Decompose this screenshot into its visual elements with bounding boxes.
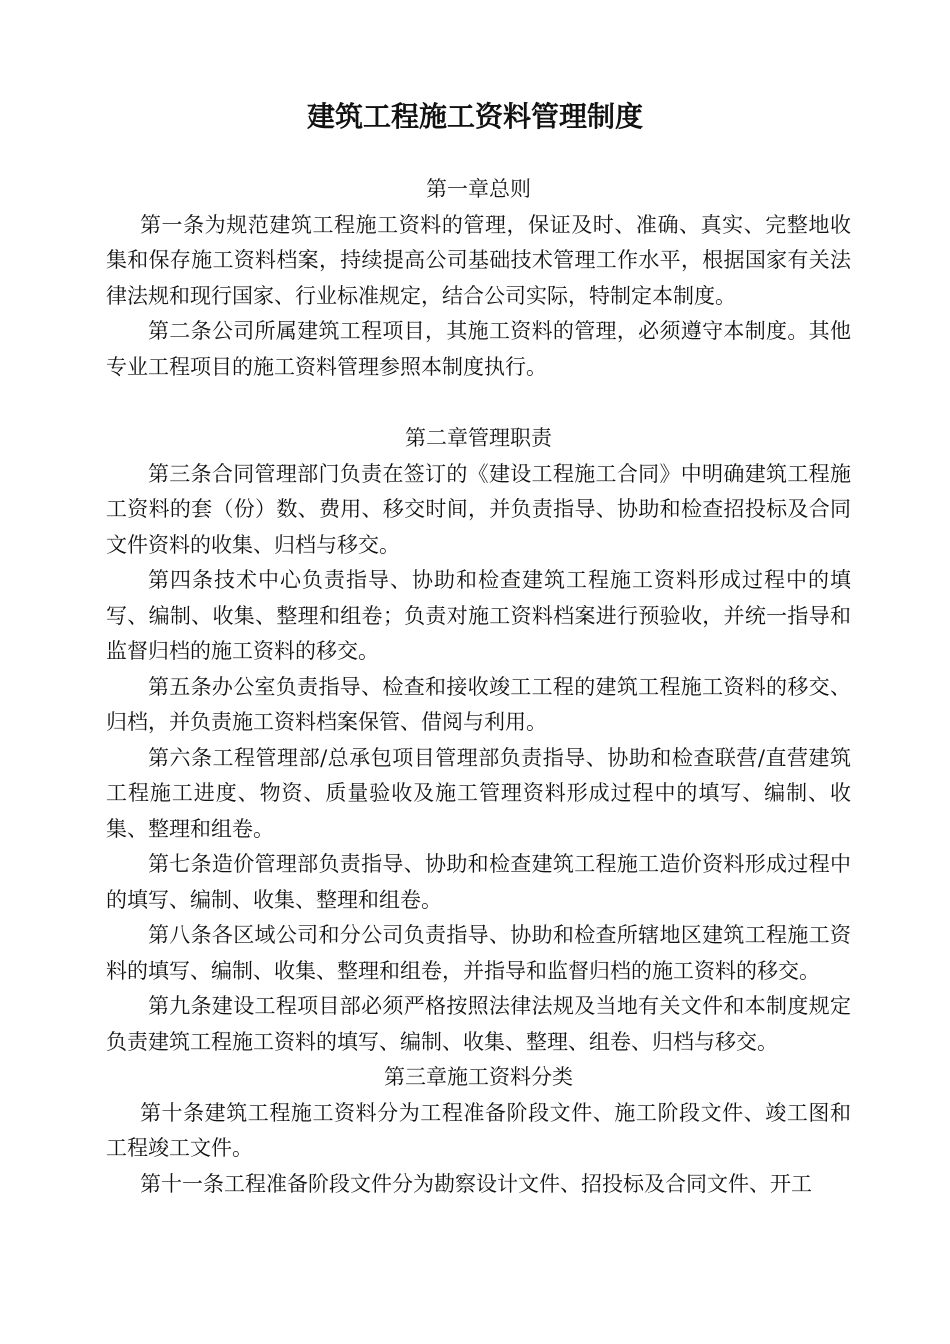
chapter-heading: 第一章总则 (426, 177, 531, 201)
article-paragraph: 第三条合同管理部门负责在签订的《建设工程施工合同》中明确建筑工程施工资料的套（份）数、费用、移交时间，并负责指导、协助和检查招投标及合同文件资料的收集、归档与移交。 (106, 461, 851, 557)
document-body (106, 172, 851, 1202)
chapter-heading: 第三章施工资料分类 (384, 1065, 573, 1089)
article-paragraph: 第一条为规范建筑工程施工资料的管理，保证及时、准确、真实、完整地收集和保存施工资料档案，持续提高公司基础技术管理工作水平，根据国家有关法律法规和现行国家、行业标准规定，结合公司实际，特制定本制度。 (106, 212, 851, 308)
article-paragraph: 第五条办公室负责指导、检查和接收竣工工程的建筑工程施工资料的移交、归档，并负责施工资料档案保管、借阅与利用。 (106, 674, 851, 734)
article-paragraph: 第七条造价管理部负责指导、协助和检查建筑工程施工造价资料形成过程中的填写、编制、收集、整理和组卷。 (106, 852, 851, 912)
article-paragraph: 第十条建筑工程施工资料分为工程准备阶段文件、施工阶段文件、竣工图和工程竣工文件。 (106, 1100, 851, 1160)
article-paragraph: 第十一条工程准备阶段文件分为勘察设计文件、招投标及合同文件、开工 (140, 1171, 812, 1196)
chapter-heading: 第二章管理职责 (405, 426, 552, 450)
article-paragraph: 第八条各区域公司和分公司负责指导、协助和检查所辖地区建筑工程施工资料的填写、编制、收集、整理和组卷，并指导和监督归档的施工资料的移交。 (106, 923, 851, 983)
article-paragraph: 第六条工程管理部/总承包项目管理部负责指导、协助和检查联营/直营建筑工程施工进度、物资、质量验收及施工管理资料形成过程中的填写、编制、收集、整理和组卷。 (106, 745, 851, 841)
article-paragraph: 第二条公司所属建筑工程项目，其施工资料的管理，必须遵守本制度。其他专业工程项目的施工资料管理参照本制度执行。 (106, 319, 851, 379)
article-paragraph: 第四条技术中心负责指导、协助和检查建筑工程施工资料形成过程中的填写、编制、收集、整理和组卷；负责对施工资料档案进行预验收，并统一指导和监督归档的施工资料的移交。 (106, 568, 851, 663)
article-paragraph: 第九条建设工程项目部必须严格按照法律法规及当地有关文件和本制度规定负责建筑工程施工资料的填写、编制、收集、整理、组卷、归档与移交。 (106, 994, 851, 1054)
document-title: 建筑工程施工资料管理制度 (306, 100, 643, 133)
